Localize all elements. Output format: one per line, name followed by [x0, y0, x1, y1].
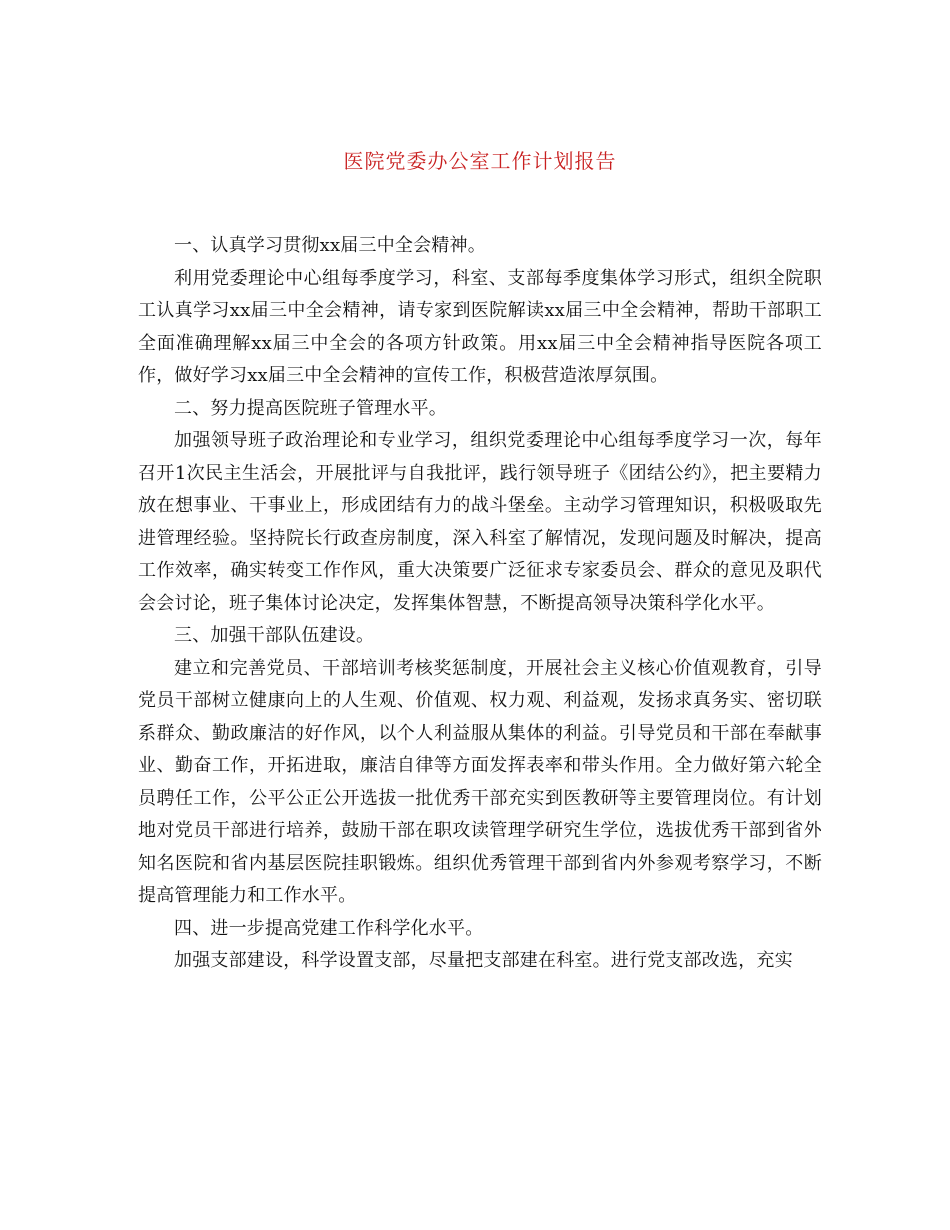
document-title: 医院党委办公室工作计划报告	[343, 149, 617, 173]
section-heading-1: 一、认真学习贯彻xx届三中全会精神。	[174, 235, 486, 256]
section-heading-4: 四、进一步提高党建工作科学化水平。	[174, 917, 484, 939]
section-heading-3: 三、加强干部队伍建设。	[174, 625, 375, 646]
section-paragraph-1: 利用党委理论中心组每季度学习，科室、支部每季度集体学习形式，组织全院职工认真学习xx届三中全会精神，请专家到医院解读xx届三中全会精神，帮助干部职工全面准确理解xx届三中全会的各项方针政策。用xx届三中全会精神指导医院各项工作，做好学习xx届三中全会精神的宣传工作，积极营造浓厚氛围。	[138, 267, 822, 386]
section-paragraph-4: 加强支部建设，科学设置支部，尽量把支部建在科室。进行党支部改选，充实	[174, 950, 793, 971]
section-paragraph-2: 加强领导班子政治理论和专业学习，组织党委理论中心组每季度学习一次，每年召开1次民主生活会，开展批评与自我批评，践行领导班子《团结公约》，把主要精力放在想事业、干事业上，形成团结有力的战斗堡垒。主动学习管理知识，积极吸取先进管理经验。坚持院长行政查房制度，深入科室了解情况，发现问题及时解决，提高工作效率，确实转变工作作风，重大决策要广泛征求专家委员会、群众的意见及职代会会讨论，班子集体讨论决定，发挥集体智慧，不断提高领导决策科学化水平。	[138, 430, 822, 614]
section-heading-2: 二、努力提高医院班子管理水平。	[174, 397, 447, 419]
document-body	[138, 230, 822, 978]
section-paragraph-3: 建立和完善党员、干部培训考核奖惩制度，开展社会主义核心价值观教育，引导党员干部树立健康向上的人生观、价值观、权力观、利益观，发扬求真务实、密切联系群众、勤政廉洁的好作风，以个人利益服从集体的利益。引导党员和干部在奉献事业、勤奋工作，开拓进取，廉洁自律等方面发挥表率和带头作用。全力做好第六轮全员聘任工作，公平公正公开选拔一批优秀干部充实到医教研等主要管理岗位。有计划地对党员干部进行培养，鼓励干部在职攻读管理学研究生学位，选拔优秀干部到省外知名医院和省内基层医院挂职锻炼。组织优秀管理干部到省内外参观考察学习，不断提高管理能力和工作水平。	[138, 657, 822, 906]
